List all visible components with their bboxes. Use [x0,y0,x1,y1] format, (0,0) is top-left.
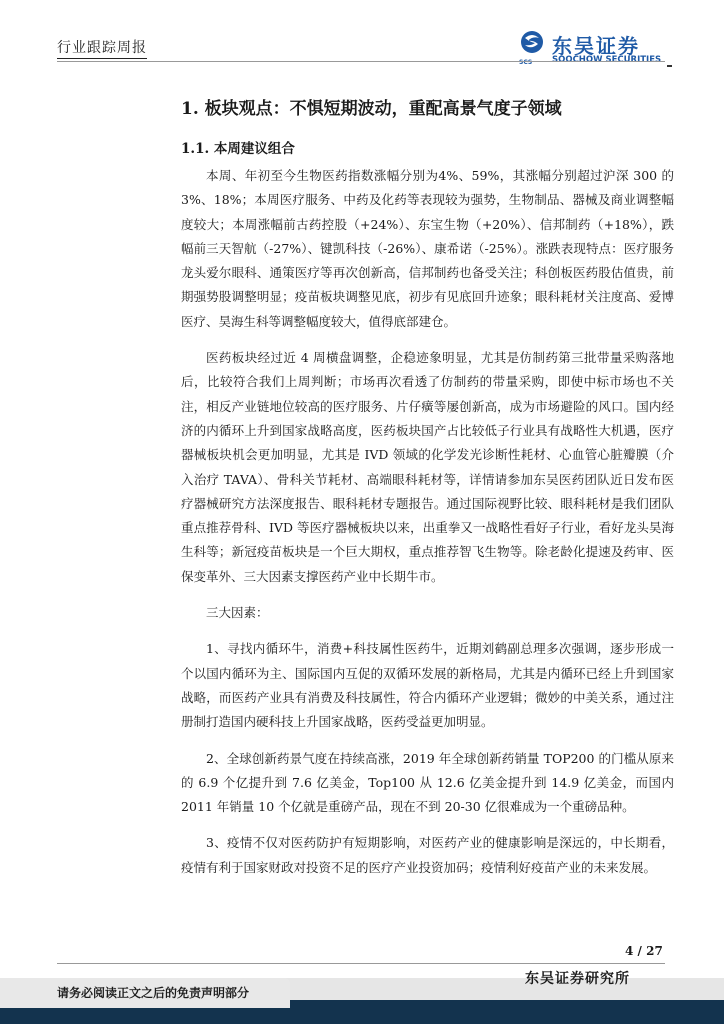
report-type-label: 行业跟踪周报 [57,37,147,59]
footer-disclaimer: 请务必阅读正文之后的免责声明部分 [57,986,250,1000]
paragraph-factor-3: 3、疫情不仅对医药防护有短期影响，对医药产业的健康影响是深远的，中长期看，疫情有利于国家财政对投资不足的医疗产业投资加码；疫情利好疫苗产业的未来发展。 [181,835,674,875]
section-heading: 1. 板块观点：不惧短期波动，重配高景气度子领域 [181,99,562,119]
subsection-heading: 1.1. 本周建议组合 [181,141,295,157]
logo-abbreviation: SCS [519,59,533,66]
paragraph-sector-view: 医药板块经过近 4 周横盘调整，企稳迹象明显，尤其是仿制药第三批带量采购落地后，比较符合我们上周判断；市场再次看透了仿制药的带量采购，即使中标市场也不关注，相反产业链地位较高的医疗服务、片仔癀等屡创新高，成为市场避险的风口。国内经济的内循环上升到国家战略高度，医药板块国产占比较低子行业具有战略性大机遇，医疗器械板块机会更加明显，尤其是 IVD 领域的化学发光诊断性耗材、心血管心脏瓣膜（介入治疗 TAVA）、骨科关节耗材、高端眼科耗材等，详情请参加东吴医药团队近日发布医疗器械研究方法深度报告、眼科耗材专题报告。通过国际视野比较、眼科耗材是我们团队重点推荐骨科、IVD 等医疗器械板块以来，出重拳又一战略性看好子行业，看好龙头昊海生科等；新冠疫苗板块是一个巨大期权，重点推荐智飞生物等。除老龄化提速及药审、医保变革外、三大因素支撑医药产业中长期牛市。 [181,350,674,584]
footer-organization: 东吴证券研究所 [525,971,630,987]
paragraph-three-factors-title: 三大因素： [206,605,269,621]
header-marker [667,65,672,67]
soochow-logo-icon [519,30,545,62]
logo-chinese-name: 东吴证券 [552,34,640,58]
header-divider [57,61,665,62]
paragraph-weekly-summary: 本周、年初至今生物医药指数涨幅分别为4%、59%，其涨幅分别超过沪深 300 的 3%、18%；本周医疗服务、中药及化药等表现较为强势，生物制品、器械及商业调整幅度较大；本周涨幅前古药控股（+24%）、东宝生物（+20%）、信邦制药（+18%），跌幅前三天智航（-27%）、键凯科技（-26%）、康希诺（-25%）。涨跌表现特点：医疗服务龙头爱尔眼科、通策医疗等再次创新高，信邦制药也备受关注；科创板医药股估值贵，前期强势股调整明显；疫苗板块调整见底，初步有见底回升迹象；眼科耗材关注度高、爱博医疗、昊海生科等调整幅度较大，值得底部建仓。 [181,168,674,329]
paragraph-factor-1: 1、寻找内循环牛，消费+科技属性医药牛，近期刘鹤副总理多次强调，逐步形成一个以国内循环为主、国际国内互促的双循环发展的新格局，尤其是内循环已经上升到国家战略，而医药产业具有消费及科技属性，符合内循环产业逻辑；微妙的中美关系，通过注册制打造国内硬科技上升国家战略，医药受益更加明显。 [181,641,674,730]
footer-divider [57,963,665,964]
paragraph-factor-2: 2、全球创新药景气度在持续高涨，2019 年全球创新药销量 TOP200 的门槛从原来的 6.9 个亿提升到 7.6 亿美金，Top100 从 12.6 亿美金提升到 14.9 亿美金，而国内 2011 年销量 10 个亿就是重磅产品，现在不到 20-30 亿很难成为一个重磅品种。 [181,750,674,815]
body-text [181,164,674,892]
logo-english-name: SOOCHOW SECURITIES [552,55,662,65]
page-number: 4 / 27 [625,944,663,958]
